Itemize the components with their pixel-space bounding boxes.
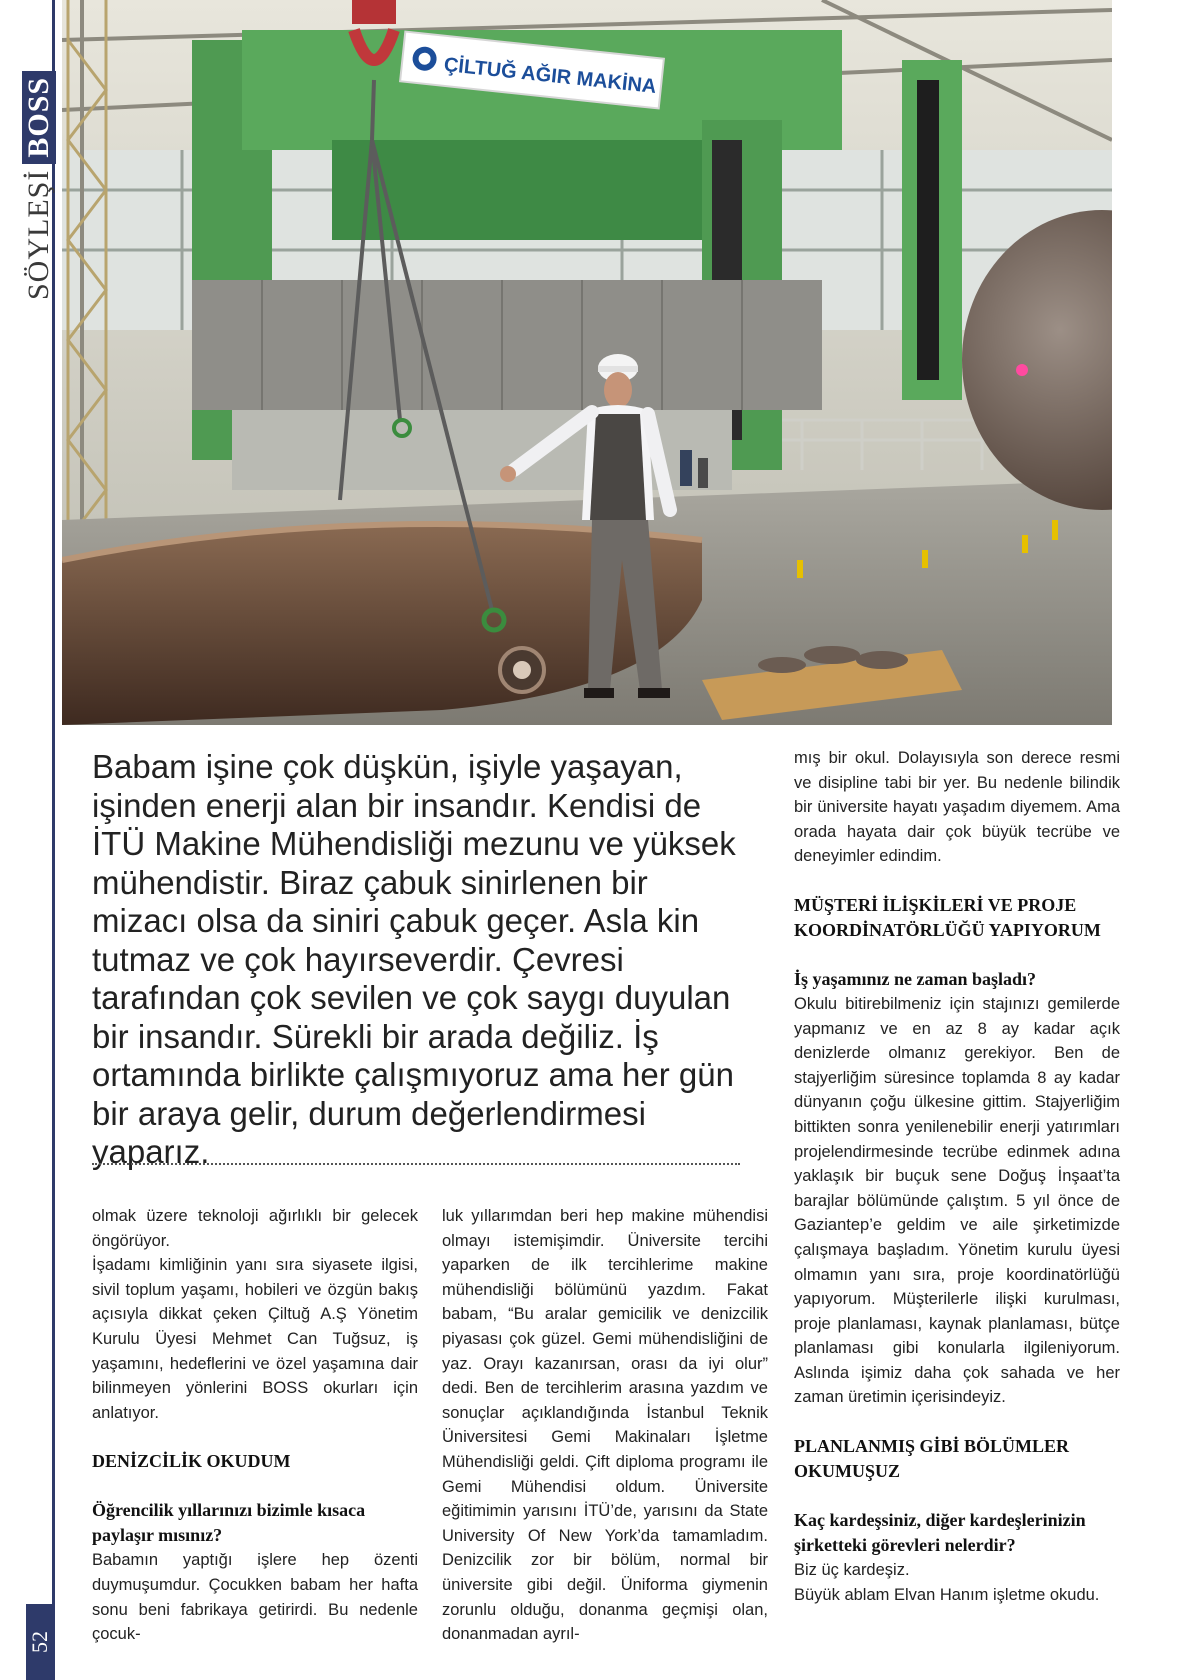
section-heading: PLANLANMIŞ GİBİ BÖLÜMLER OKUMUŞUZ <box>794 1436 1070 1482</box>
section-label <box>22 20 56 300</box>
paragraph: Babamın yaptığı işlere hep özenti duymuşumdur. Çocukken babam her hafta sonu beni fabrikaya getirirdi. Bu nedenle çocuk- <box>92 1551 418 1644</box>
paragraph: luk yıllarımdan beri hep makine mühendisi olmayı istemişimdir. Üniversite tercihi yaparken de ilk tercihlerime makine mühendisliği bölümünü yazdım. Fakat babam, “Bu aralar gemicilik ve denizcilik piyasası çok güzel. Gemi mühendisliğini de yaz. Orayı kazanırsan, orası da iyi olur” dedi. Ben de tercihlerim arasına yazdım ve sonuçlar açıklandığında İstanbul Teknik Üniversitesi Gemi Makinaları İşletme Mühendisliği geldi. Çift diploma programı ile Gemi Mühendisi oldum. Üniversite eğitimimin yarısını İTÜ’de, yarısını da State University Of New York’da tamamladım. Denizcilik zor bir bölüm, normal bir üniversite gibi değil. Üniforma giymenin zorunlu olduğu, donanma geçmişi olan, donanmadan ayrıl- <box>442 1207 768 1644</box>
magazine-name: BOSS <box>22 71 56 164</box>
interview-question: Kaç kardeşsiniz, diğer kardeşlerinizin şirketteki görevleri nelerdir? <box>794 1510 1086 1556</box>
paragraph: olmak üzere teknoloji ağırlıklı bir gelecek öngörüyor. <box>92 1207 418 1250</box>
intro-paragraph: İşadamı kimliğinin yanı sıra siyasete ilgisi, sivil toplum yaşamı, hobileri ve özgün bakış açısıyla dikkat çeken Çiltuğ A.Ş Yönetim Kurulu Üyesi Mehmet Can Tuğsuz, iş yaşamını, hedeflerini ve özel yaşamına dair bilinmeyen yönlerini BOSS okurları için anlatıyor. <box>92 1256 418 1422</box>
paragraph: Biz üç kardeşiz. <box>794 1561 910 1580</box>
paragraph: Okulu bitirebilmeniz için stajınızı gemilerde yapmanız ve en az 8 ay kadar açık denizlerde olmanız gerekiyor. Ben de stajyerliğim süresince toplamda 8 ay kadar dünyanın çoğu ülkesine gittim. Stajyerliğim bittikten sonra yenilenebilir enerji yatırımları projelendirmesinde tecrübe edinmek adına yaklaşık bir buçuk sene Doğuş İnşaat’ta barajlar bölümünde çalıştım. 5 yıl önce de Gaziantep’e geldim ve aile şirketimizde çalışmaya başladım. Yönetim kurulu üyesi olmamın yanı sıra, proje koordinatörlüğü yapıyorum. Müşterilerle ilişki kurulması, proje planlaması, kaynak planlaması, bütçe planlaması gibi konularla ilgileniyorum. Aslında işimiz daha çok sahada ve her zaman üretimin içerisindeyiz. <box>794 994 1120 1407</box>
page-number-box <box>26 1604 54 1680</box>
pull-quote-divider <box>92 1163 740 1165</box>
pull-quote: Babam işine çok düşkün, işiyle yaşayan, işinden enerji alan bir insandır. Kendisi de İTÜ Makine Mühendisliği mezunu ve yüksek mühendistir. Biraz çabuk sinirlenen bir mizacı olsa da siniri çabuk geçer. Asla kin tutmaz ve çok hayırseverdir. Çevresi tarafından çok sevilen ve çok saygı duyulan bir insandır. Sürekli bir arada değiliz. İş ortamında birlikte çalışmıyoruz ama her gün bir araya gelir, durum değerlendirmesi yaparız. <box>92 748 736 1170</box>
company-sign: ÇİLTUĞ AĞIR MAKİNA <box>442 53 658 99</box>
body-column-1 <box>92 1204 418 1647</box>
body-column-3 <box>794 746 1120 1607</box>
hero-photo <box>62 0 1112 725</box>
body-column-2 <box>442 1204 768 1647</box>
interview-question: Öğrencilik yıllarınızı bizimle kısaca paylaşır mısınız? <box>92 1500 366 1546</box>
paragraph: mış bir okul. Dolayısıyla son derece resmi ve disipline tabi bir yer. Bu nedenle bilindik bir üniversite hayatı yaşadım diyemem. Ama orada hayata dair çok büyük tecrübe ve deneyimler edindim. <box>794 749 1120 866</box>
factory-illustration <box>62 0 1112 725</box>
section-heading: DENİZCİLİK OKUDUM <box>92 1451 291 1472</box>
page-number: 52 <box>27 1631 52 1653</box>
section-name: SÖYLEŞİ <box>22 169 55 300</box>
interview-question: İş yaşamınız ne zaman başladı? <box>794 968 1037 989</box>
section-heading: MÜŞTERİ İLİŞKİLERİ VE PROJE KOORDİNATÖRLÜĞÜ YAPIYORUM <box>794 894 1101 940</box>
paragraph: Büyük ablam Elvan Hanım işletme okudu. <box>794 1585 1100 1604</box>
